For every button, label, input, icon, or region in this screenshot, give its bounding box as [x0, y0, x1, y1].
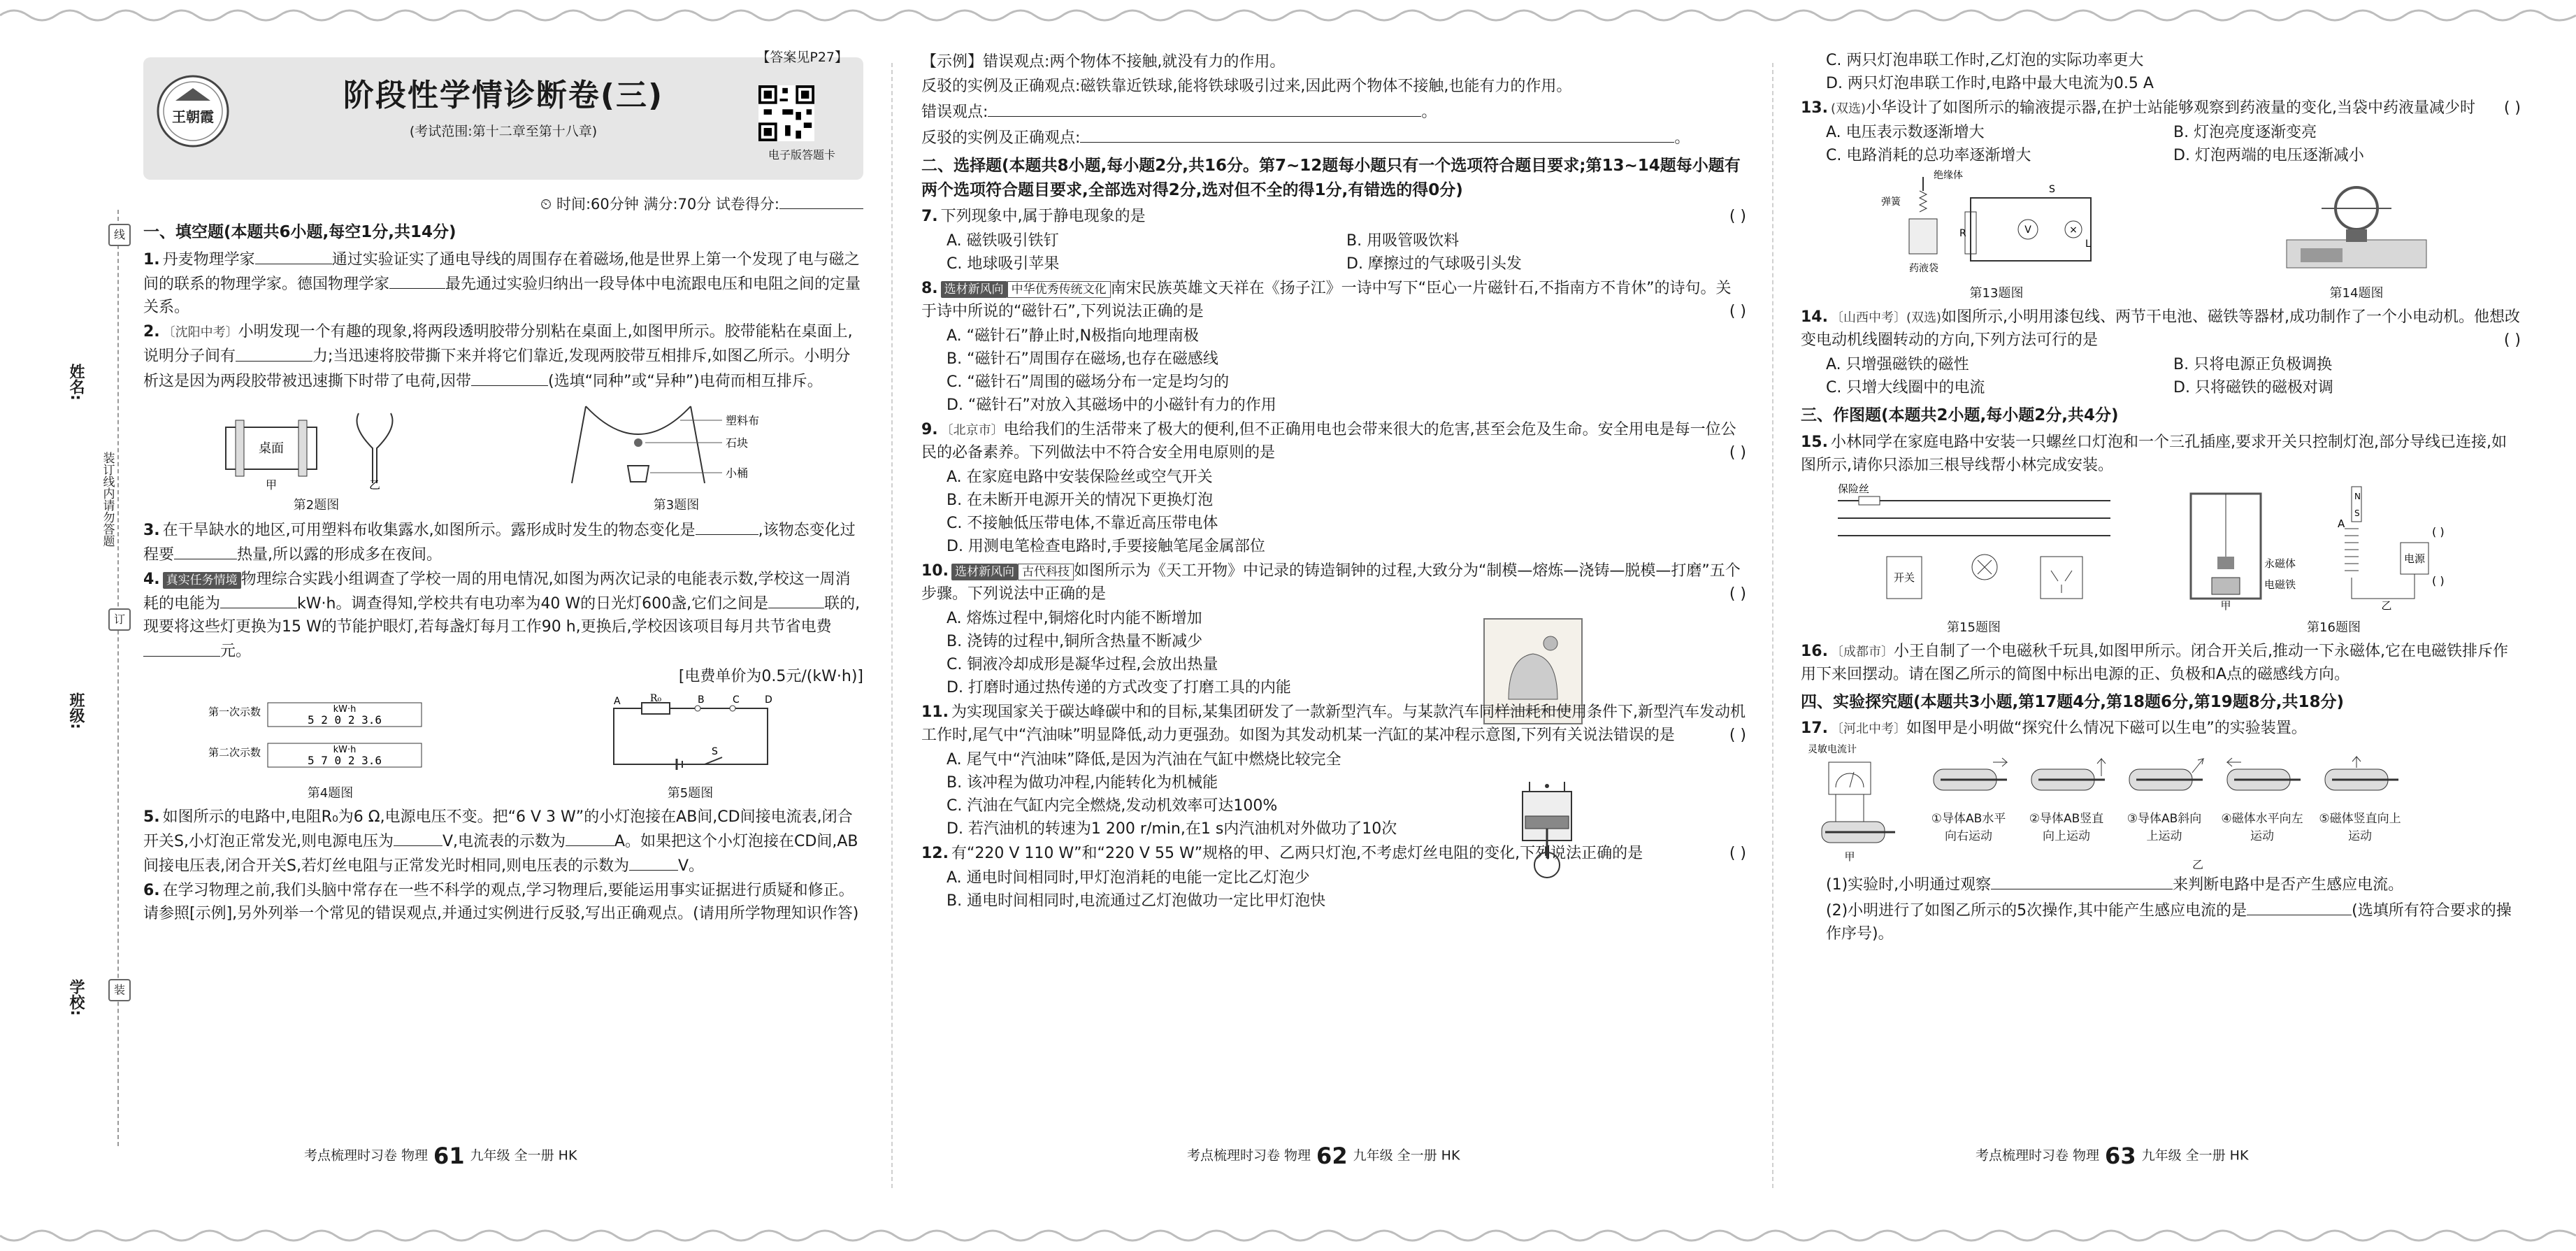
fig14-caption: 第14题图: [2329, 286, 2384, 301]
example-line-1: 【示例】错误观点:两个物体不接触,就没有力的作用。: [921, 53, 1286, 71]
fig5-caption: 第5题图: [667, 785, 714, 801]
wrong-view-line: 错误观点: 。: [921, 99, 1746, 124]
op2-magnet-icon: [2024, 755, 2108, 804]
svg-text:保险丝: 保险丝: [1837, 482, 1869, 495]
q10-option-d[interactable]: D. 打磨时通过热传递的方式改变了打磨工具的内能: [947, 679, 1291, 697]
section-1-title: 一、填空题(本题共6小题,每空1分,共14分): [143, 222, 456, 241]
answer-reference: 【答案见P27】: [756, 50, 848, 65]
question-14: 14. 〔山西中考〕(双选)如图所示,小明用漆包线、两节干电池、磁铁等器材,成功制作了一个小电动机。他想改变电动机线圈转动的方向,下列方法可行的是 ( ): [1801, 306, 2521, 352]
exam-title: 阶段性学情诊断卷(三): [343, 78, 664, 113]
svg-text:kW·h: kW·h: [333, 703, 356, 715]
q2-blank-2[interactable]: [471, 369, 548, 386]
q9-option-c[interactable]: C. 不接触低压带电体,不靠近高压带电体: [947, 515, 1218, 533]
question-9: 9. 〔北京市〕电给我们的生活带来了极大的便利,但不正确用电也会带来很大的危害,甚至会危及生命。安全用电是每一位公民的必备素养。下列做法中不符合安全用电原则的是 ( ): [921, 418, 1746, 464]
svg-text:灵敏电流计: 灵敏电流计: [1808, 744, 1857, 755]
svg-text:S: S: [2049, 184, 2055, 195]
svg-text:kW·h: kW·h: [333, 744, 356, 755]
question-10-block: [921, 559, 1746, 699]
qr-label: 电子版答题卡: [768, 148, 835, 162]
svg-text:开关: 开关: [1893, 571, 1915, 584]
page-number: 63: [2105, 1143, 2136, 1169]
energy-meter-diagram: [208, 694, 436, 778]
svg-text:电源: 电源: [2403, 552, 2425, 565]
question-1: 1. 丹麦物理学家 通过实验证实了通电导线的周围存在着磁场,他是世界上第一个发现了电与磁之间的联系的物理学家。德国物理学家 最先通过实验归纳出一段导体中电流跟电压和电阻之间的定量关系。: [143, 247, 863, 319]
q8-tag2: 中华优秀传统文化: [1007, 281, 1111, 298]
q1-blank-2[interactable]: [389, 271, 445, 289]
q12-answer[interactable]: ( ): [1729, 845, 1746, 863]
q4-note: [电费单价为0.5元/(kW·h)]: [678, 667, 863, 685]
fig17-yi-label: 乙: [2192, 858, 2204, 871]
q8-options: [921, 324, 1746, 417]
q2-blank-1[interactable]: [236, 343, 312, 361]
question-12: 12. 有“220 V 110 W”和“220 V 55 W”规格的甲、乙两只灯泡,不考虑灯丝电阻的变化,下列说法正确的是 ( ): [921, 842, 1746, 865]
iv-alarm-circuit: [1881, 170, 2112, 278]
fig17-op-1: ①导体AB水平向右运动: [1927, 755, 2010, 846]
footer-61: 考点梳理时习卷 物理 61 九年级 全一册 HK: [304, 1143, 577, 1169]
page-number: 62: [1316, 1143, 1348, 1169]
svg-text:第二次示数: 第二次示数: [208, 745, 261, 759]
svg-text:弹簧: 弹簧: [1881, 196, 1901, 208]
name-label: 姓名:: [67, 364, 85, 401]
svg-text:王朝霞: 王朝霞: [172, 108, 214, 125]
galvanometer-setup: [1808, 741, 1913, 864]
q17-part-1: (1)实验时,小明通过观察 来判断电路中是否产生感应电流。: [1801, 872, 2521, 896]
svg-text:塑料布: 塑料布: [725, 413, 759, 427]
figure-3: [558, 399, 796, 515]
q1-blank-1[interactable]: [255, 247, 332, 264]
figure-5: [600, 694, 782, 803]
wrong-view-blank[interactable]: [988, 99, 1421, 117]
q17-part-2: (2)小明进行了如图乙所示的5次操作,其中能产生感应电流的是 (选填所有符合要求的操作序号)。: [1801, 898, 2521, 945]
fig4-caption: 第4题图: [307, 785, 354, 801]
svg-text:R₀: R₀: [649, 692, 661, 704]
svg-text:甲: 甲: [1844, 850, 1855, 863]
question-4: 4. 真实任务情境 物理综合实践小组调查了学校一周的用电情况,如图为两次记录的电能表示数,学校这一周消耗的电能为 kW·h。调查得知,学校共有电功率为40 W的日光灯600盏,它们之间是 联的,现要将这些灯更换为15 W的节能护眼灯,若每盏灯每月工作90 h,更换后,学校因该项目每月共节省电费元。: [143, 571, 861, 661]
seal-line: 线: [108, 224, 131, 246]
question-17: 17. 〔河北中考〕如图甲是小明做“探究什么情况下磁可以生电”的实验装置。: [1801, 720, 2307, 737]
figure-4: [208, 694, 436, 803]
question-10: 10. 选材新风向 古代科技 如图所示为《天工开物》中记录的铸造铜钟的过程,大致分为“制模—熔炼—浇铸—脱模—打磨”五个步骤。下列说法中正确的是 ( ): [921, 559, 1746, 606]
figures-4-5: [143, 691, 863, 803]
figures-13-14: [1801, 170, 2521, 303]
q9-option-d[interactable]: D. 用测电笔检查电路时,手要接触笔尾金属部位: [947, 538, 1265, 556]
q14-option-d[interactable]: D. 只将磁铁的磁极对调: [2173, 379, 2333, 396]
school-label: 学校:: [67, 979, 85, 1016]
svg-text:V: V: [2024, 224, 2031, 236]
page-63: [1801, 49, 2521, 1202]
op3-magnet-icon: [2122, 755, 2206, 804]
q7-option-c[interactable]: C. 地球吸引苹果: [947, 255, 1060, 273]
bottom-wave-border: [0, 1223, 2576, 1251]
fig13-caption: 第13题图: [1969, 286, 2024, 301]
score-blank[interactable]: [779, 192, 863, 209]
section-2-title: 二、选择题(本题共8小题,每小题2分,共16分。第7~12题每小题只有一个选项符合题目要求;第13~14题每小题有两个选项符合题目要求,全部选对得2分,选对但不全的得1分,有错选的得0分): [921, 157, 1741, 199]
question-5: 5. 如图所示的电路中,电阻R₀为6 Ω,电源电压不变。把“6 V 3 W”的小灯泡接在AB间,CD间接电流表,闭合开关S,小灯泡正常发光,则电源电压为 V,电流表的示数为 A。如果把这个小灯泡接在CD间,AB间接电压表,闭合开关S,若灯丝电阻与正常发光时相同,则电压表的示数为 V。: [143, 808, 858, 875]
q7-option-d[interactable]: D. 摩擦过的气球吸引头发: [1346, 255, 1522, 273]
svg-text:×: ×: [2069, 224, 2078, 236]
q5-blank-2[interactable]: [566, 829, 614, 846]
op1-magnet-icon: [1927, 755, 2010, 804]
circuit-diagram-q5: [600, 694, 782, 778]
figure-2: [212, 399, 422, 515]
svg-text:乙: 乙: [368, 478, 380, 492]
q8-answer[interactable]: ( ): [1729, 303, 1746, 321]
rebuttal-line: 反驳的实例及正确观点: 。: [921, 125, 1746, 150]
figure-16[interactable]: [2177, 480, 2491, 637]
svg-text:D: D: [764, 694, 772, 706]
fig17-op-2: ②导体AB竖直向上运动: [2024, 755, 2108, 846]
q13-option-c[interactable]: C. 电路消耗的总功率逐渐增大: [1826, 147, 2031, 164]
q14-option-b[interactable]: B. 只将电源正负极调换: [2173, 356, 2333, 373]
question-8: 8. 选材新风向 中华优秀传统文化 南宋民族英雄文天祥在《扬子江》一诗中写下“臣心一片磁针石,不指南方不肯休”的诗句。关于诗中所说的“磁针石”,下列说法正确的是 ( ): [921, 277, 1746, 323]
svg-text:( ): ( ): [2431, 524, 2445, 538]
question-7: 7. 下列现象中,属于静电现象的是 ( ): [921, 205, 1746, 228]
q9-answer[interactable]: ( ): [1729, 444, 1746, 462]
q13-options: [1801, 121, 2521, 167]
question-6: 6. 在学习物理之前,我们头脑中常存在一些不科学的观点,学习物理后,要能运用事实证据进行质疑和修正。请参照[示例],另外列举一个常见的错误观点,并通过实例进行反驳,写出正确观点。(请用所学物理知识作答): [143, 881, 859, 922]
svg-text:石块: 石块: [725, 436, 748, 450]
q8-tag: 选材新风向: [941, 281, 1007, 298]
q12-options: [921, 866, 1746, 913]
svg-text:甲: 甲: [2219, 599, 2231, 612]
q10-option-b[interactable]: B. 浇铸的过程中,铜所含热量不断减少: [947, 633, 1203, 651]
q12-option-a[interactable]: A. 通电时间相同时,甲灯泡消耗的电能一定比乙灯泡少: [947, 869, 1310, 887]
q13-answer[interactable]: ( ): [2503, 99, 2521, 117]
question-2: 2. 〔沈阳中考〕小明发现一个有趣的现象,将两段透明胶带分别粘在桌面上,如图甲所示。胶带能粘在桌面上,说明分子间有 力;当迅速将胶带撕下来并将它们靠近,发现两胶带互相排斥,如图乙所示。小明分析这是因为两段胶带被迅速撕下时带了电荷,因带 (选填“同种”或“异种”)电荷而相互排斥。: [143, 323, 853, 390]
svg-text:甲: 甲: [265, 478, 277, 492]
rebuttal-blank[interactable]: [1080, 125, 1674, 143]
q11-option-c[interactable]: C. 汽油在气缸内完全燃烧,发动机效率可达100%: [947, 797, 1278, 815]
q12-option-b[interactable]: B. 通电时间相同时,电流通过乙灯泡做功一定比甲灯泡快: [947, 892, 1326, 910]
question-3: 3. 在干旱缺水的地区,可用塑料布收集露水,如图所示。露形成时发生的物态变化是 ,该物态变化过程要 热量,所以露的形成多在夜间。: [143, 517, 863, 566]
op4-magnet-icon: [2220, 755, 2304, 804]
q9-option-b[interactable]: B. 在未断开电源开关的情况下更换灯泡: [947, 492, 1214, 510]
electromagnetic-swing-diagram[interactable]: [2177, 480, 2491, 613]
section-3-title: 三、作图题(本题共2小题,每小题2分,共4分): [1801, 406, 2119, 424]
q8-option-d[interactable]: D. “磁针石”对放入其磁场中的小磁针有力的作用: [947, 396, 1276, 415]
svg-text:永磁体: 永磁体: [2264, 557, 2296, 570]
q7-option-a[interactable]: A. 磁铁吸引铁钉: [947, 232, 1059, 250]
svg-text:S: S: [2354, 508, 2360, 518]
column-divider-1: [891, 63, 893, 1188]
q8-option-b[interactable]: B. “磁针石”周围存在磁场,也存在磁感线: [947, 350, 1218, 369]
q4-blank-1[interactable]: [220, 591, 297, 608]
q10-tag: 选材新风向: [951, 564, 1018, 580]
q3-blank-1[interactable]: [696, 517, 758, 535]
svg-text:桌面: 桌面: [258, 441, 284, 456]
q13-option-a[interactable]: A. 电压表示数逐渐增大: [1826, 124, 1985, 141]
q10-option-c[interactable]: C. 铜液冷却成形是凝华过程,会放出热量: [947, 656, 1218, 674]
page-number: 61: [433, 1143, 465, 1169]
q13-option-b[interactable]: B. 灯泡亮度逐渐变亮: [2173, 124, 2317, 141]
q4-blank-2[interactable]: [768, 591, 824, 608]
svg-text:L: L: [2085, 238, 2091, 250]
exam-scope: (考试范围:第十二章至第十八章): [409, 124, 598, 139]
fig17-op-4: ④磁体水平向左运动: [2220, 755, 2304, 846]
question-11-block: [921, 701, 1746, 841]
figure-17: [1801, 741, 2521, 871]
q10-answer[interactable]: ( ): [1729, 585, 1746, 603]
fig3-caption: 第3题图: [653, 497, 700, 513]
question-13: 13. (双选)小华设计了如图所示的输液提示器,在护士站能够观察到药液量的变化,当袋中药液量减少时 ( ): [1801, 96, 2521, 120]
exam-info: ⏲ 时间:60分钟 满分:70分 试卷得分:: [143, 192, 863, 216]
q5-blank-3[interactable]: [629, 853, 678, 871]
svg-text:B: B: [697, 694, 705, 706]
figure-15[interactable]: [1831, 480, 2117, 637]
svg-text:A: A: [2337, 517, 2345, 530]
q7-answer[interactable]: ( ): [1729, 208, 1746, 226]
q4-tag: 真实任务情境: [163, 572, 241, 589]
footer-63: 考点梳理时习卷 物理 63 九年级 全一册 HK: [1976, 1143, 2249, 1169]
tape-diagram: [212, 399, 422, 490]
question-16: 16. 〔成都市〕小王自制了一个电磁秋千玩具,如图甲所示。闭合开关后,推动一下永磁体,它在电磁铁排斥作用下来回摆动。请在图乙所示的简图中标出电源的正、负极和A点的磁感线方向。: [1801, 642, 2508, 683]
section-4-title: 四、实验探究题(本题共3小题,第17题4分,第18题6分,第19题8分,共18分): [1801, 692, 2345, 711]
clock-icon: ⏲: [540, 196, 552, 213]
fig16-caption: 第16题图: [2307, 620, 2361, 635]
fig17-op-5: ⑤磁体竖直向上运动: [2318, 755, 2402, 846]
q3-blank-2[interactable]: [174, 542, 237, 559]
svg-text:绝缘体: 绝缘体: [1934, 170, 1963, 181]
seal-ding: 订: [108, 608, 131, 631]
q5-blank-1[interactable]: [394, 829, 442, 846]
class-label: 班级:: [67, 692, 85, 729]
q14-answer[interactable]: ( ): [2503, 331, 2521, 349]
question-15: 15. 小林同学在家庭电路中安装一只螺丝口灯泡和一个三孔插座,要求开关只控制灯泡,部分导线已连接,如图所示,请你只添加三根导线帮小林完成安装。: [1801, 433, 2507, 474]
top-wave-border: [0, 0, 2576, 28]
fig2-caption: 第2题图: [293, 497, 340, 513]
dew-collector-diagram: [558, 399, 796, 490]
q11-option-d[interactable]: D. 若汽油机的转速为1 200 r/min,在1 s内汽油机对外做功了10次: [947, 820, 1397, 838]
q11-answer[interactable]: ( ): [1729, 727, 1746, 745]
q11-option-a[interactable]: A. 尾气中“汽油味”降低,是因为汽油在气缸中燃烧比较完全: [947, 751, 1341, 769]
q4-blank-3[interactable]: [143, 638, 220, 656]
fig17-op-3: ③导体AB斜向上运动: [2122, 755, 2206, 846]
figures-2-3: [143, 396, 863, 515]
svg-text:小桶: 小桶: [725, 466, 748, 480]
svg-text:5 7 0 2 3.6: 5 7 0 2 3.6: [307, 753, 382, 767]
q12-option-c[interactable]: C. 两只灯泡串联工作时,乙灯泡的实际功率更大: [1826, 52, 2144, 69]
svg-text:5 2 0 2 3.6: 5 2 0 2 3.6: [307, 713, 382, 727]
svg-text:A: A: [613, 695, 621, 707]
figure-13: [1881, 170, 2112, 303]
q10-option-a[interactable]: A. 熔炼过程中,铜熔化时内能不断增加: [947, 610, 1202, 628]
svg-text:第一次示数: 第一次示数: [208, 705, 261, 718]
q11-options: [921, 748, 1746, 841]
q12-options-cont: [1801, 49, 2521, 95]
qr-code[interactable]: [758, 85, 814, 141]
exam-header: [143, 50, 863, 180]
q8-option-c[interactable]: C. “磁针石”周围的磁场分布一定是均匀的: [947, 373, 1230, 392]
q14-option-c[interactable]: C. 只增大线圈中的电流: [1826, 379, 1985, 396]
svg-text:( ): ( ): [2431, 573, 2445, 587]
svg-text:N: N: [2354, 491, 2361, 501]
figures-15-16: [1801, 480, 2521, 637]
q10-options: [921, 607, 1746, 699]
q8-option-a[interactable]: A. “磁针石”静止时,N极指向地理南极: [947, 327, 1199, 345]
q13-option-d[interactable]: D. 灯泡两端的电压逐渐减小: [2173, 147, 2364, 164]
q14-option-a[interactable]: A. 只增强磁铁的磁性: [1826, 356, 1969, 373]
binding-note: 装订线内请勿答题: [98, 448, 116, 551]
q12-option-d[interactable]: D. 两只灯泡串联工作时,电路中最大电流为0.5 A: [1826, 75, 2154, 92]
example-line-2: 反驳的实例及正确观点:磁铁靠近铁球,能将铁球吸引过来,因此两个物体不接触,也能有力的作用。: [921, 78, 1572, 95]
q9-options: [921, 466, 1746, 558]
simple-motor-photo: [2273, 170, 2440, 278]
binding-line: [117, 210, 119, 1146]
column-divider-2: [1772, 63, 1773, 1188]
op5-magnet-icon: [2318, 755, 2402, 804]
fig15-caption: 第15题图: [1947, 620, 2001, 635]
seal-zhuang: 装: [108, 979, 131, 1001]
svg-text:C: C: [732, 694, 740, 706]
q9-option-a[interactable]: A. 在家庭电路中安装保险丝或空气开关: [947, 469, 1213, 487]
figure-14: [2273, 170, 2440, 303]
svg-text:药液袋: 药液袋: [1909, 263, 1938, 274]
q17-blank-1[interactable]: [1991, 872, 2173, 889]
q10-tag2: 古代科技: [1018, 564, 1074, 580]
svg-text:电磁铁: 电磁铁: [2264, 578, 2296, 591]
question-11: 11. 为实现国家关于碳达峰碳中和的目标,某集团研发了一款新型汽车。与某款汽车同样油耗和使用条件下,新型汽车发动机工作时,尾气中“汽油味”明显降低,动力更强劲。如图为其发动机某一汽缸的某冲程示意图,下列有关说法错误的是 ( ): [921, 701, 1746, 747]
svg-text:乙: 乙: [2380, 599, 2392, 612]
q17-blank-2[interactable]: [2247, 898, 2352, 915]
q7-option-b[interactable]: B. 用吸管吸饮料: [1346, 232, 1460, 250]
engine-cylinder-diagram: [1502, 778, 1592, 882]
q11-option-b[interactable]: B. 该冲程为做功冲程,内能转化为机械能: [947, 774, 1218, 792]
page-62: [921, 49, 1746, 1202]
q14-options: [1801, 353, 2521, 399]
svg-text:R: R: [1959, 228, 1966, 239]
q7-options: [921, 229, 1746, 276]
fig17-operations: [1920, 755, 2409, 846]
footer-62: 考点梳理时习卷 物理 62 九年级 全一册 HK: [1187, 1143, 1460, 1169]
svg-text:S: S: [711, 745, 718, 757]
page-61: [143, 49, 863, 1202]
household-circuit-diagram[interactable]: [1831, 480, 2117, 613]
